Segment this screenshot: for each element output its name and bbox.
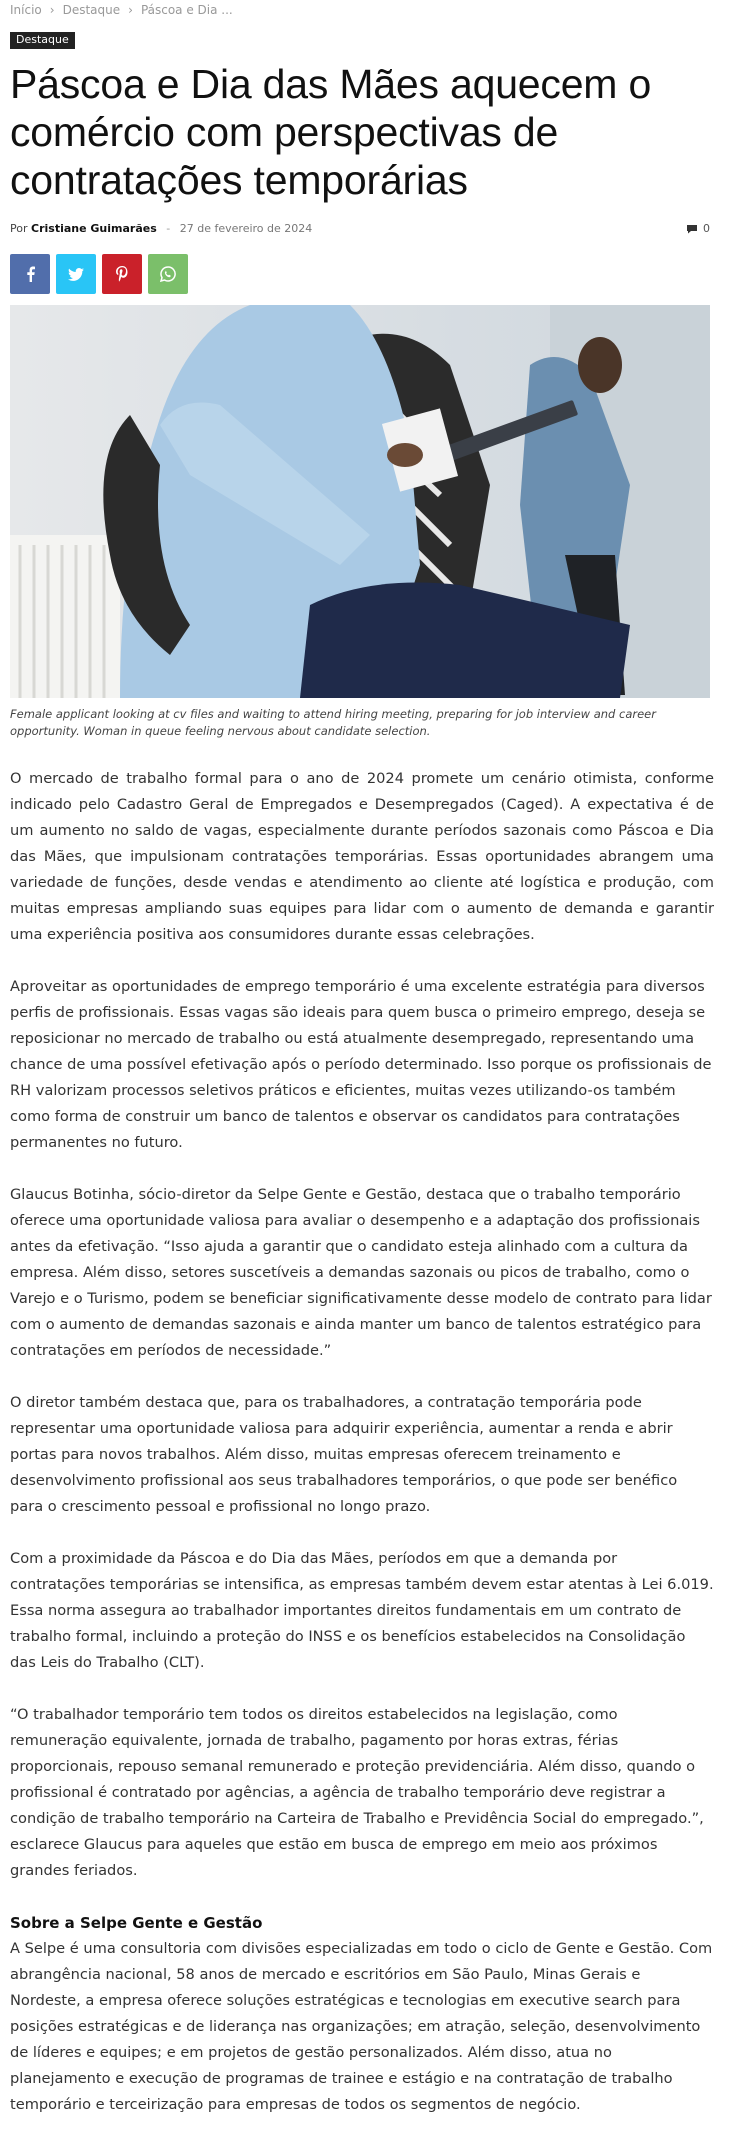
job-applicants-image <box>10 305 710 698</box>
pinterest-share-button[interactable] <box>102 254 142 294</box>
author-link[interactable]: Cristiane Guimarães <box>31 222 157 235</box>
article-paragraph-3: Glaucus Botinha, sócio-diretor da Selpe Gente e Gestão, destaca que o trabalho temporário oferece uma oportunidade valiosa para avaliar o desempenho e a adaptação dos profissionais antes da efetivação. “Isso ajuda a garantir que o candidato esteja alinhado com a cultura da empresa. Além disso, setores suscetíveis a demandas sazonais ou picos de trabalho, como o Varejo e o Turismo, podem se beneficiar significativamente desse modelo de contrato para lidar com o aumento de demandas sazonais e ainda manter um banco de talentos estratégico para contratações em períodos de necessidade.” <box>10 1186 712 1359</box>
breadcrumb-separator-icon: › <box>49 3 55 17</box>
article-photo <box>10 305 710 698</box>
facebook-icon <box>26 266 35 282</box>
comment-icon <box>686 224 698 234</box>
whatsapp-icon <box>160 266 176 282</box>
photo-caption: Female applicant looking at cv files and waiting to attend hiring meeting, preparing for job interview and career opportunity. Woman in queue feeling nervous about candidate selection. <box>10 707 656 738</box>
twitter-share-button[interactable] <box>56 254 96 294</box>
byline-prefix: Por <box>10 222 28 235</box>
about-heading: Sobre a Selpe Gente e Gestão <box>10 1914 263 1932</box>
article-paragraph-2: Aproveitar as oportunidades de emprego temporário é uma excelente estratégia para diversos perfis de profissionais. Essas vagas são ideais para quem busca o primeiro emprego, deseja se reposicionar no mercado de trabalho ou está atualmente desempregado, representando uma chance de uma possível efetivação após o período determinado. Isso porque os profissionais de RH valorizam processos seletivos práticos e eficientes, muitas vezes utilizando-os também como forma de construir um banco de talentos e observar os candidatos para contratações permanentes no futuro. <box>10 978 712 1151</box>
twitter-icon <box>68 268 84 281</box>
breadcrumb-current: Páscoa e Dia ... <box>140 3 233 17</box>
article-title: Páscoa e Dia das Mães aquecem o comércio com perspectivas de contratações temporárias <box>10 61 652 203</box>
breadcrumb-home[interactable]: Início <box>10 3 42 17</box>
article-paragraph-5: Com a proximidade da Páscoa e do Dia das Mães, períodos em que a demanda por contratações temporárias se intensifica, as empresas também devem estar atentas à Lei 6.019. Essa norma assegura ao trabalhador importantes direitos fundamentais em um contrato de trabalho formal, incluindo a proteção do INSS e os benefícios estabelecidos na Consolidação das Leis do Trabalho (CLT). <box>10 1550 714 1671</box>
breadcrumb-category[interactable]: Destaque <box>62 3 121 17</box>
article-paragraph-1: O mercado de trabalho formal para o ano de 2024 promete um cenário otimista, conforme indicado pelo Cadastro Geral de Empregados e Desempregados (Caged). A expectativa é de um aumento no saldo de vagas, especialmente durante períodos sazonais como Páscoa e Dia das Mães, que impulsionam contratações temporárias. Essas oportunidades abrangem uma variedade de funções, desde vendas e atendimento ao cliente até logística e produção, com muitas empresas ampliando suas equipes para lidar com o aumento de demanda e garantir uma experiência positiva aos consumidores durante essas celebrações. <box>10 770 714 943</box>
breadcrumb-separator-icon: › <box>128 3 133 17</box>
pinterest-icon <box>116 266 128 282</box>
about-paragraph: A Selpe é uma consultoria com divisões especializadas em todo o ciclo de Gente e Gestão. Com abrangência nacional, 58 anos de mercado e escritórios em São Paulo, Minas Gerais e Nordeste, a empresa oferece soluções estratégicas e tecnologias em executive search para posições estratégicas e de liderança nas organizações; em atração, seleção, desenvolvimento de líderes e equipes; e em projetos de gestão personalizados. Além disso, atua no planejamento e execução de programas de trainee e estágio e na contratação de trabalho temporário e terceirização para empresas de todos os segmentos de negócio. <box>10 1940 713 2113</box>
comments-count: 0 <box>703 222 710 235</box>
share-buttons <box>10 254 188 294</box>
publish-date: 27 de fevereiro de 2024 <box>179 222 313 235</box>
facebook-share-button[interactable] <box>10 254 50 294</box>
article-body <box>10 766 714 2118</box>
category-badge[interactable]: Destaque <box>10 32 75 49</box>
whatsapp-share-button[interactable] <box>148 254 188 294</box>
breadcrumb <box>10 3 233 17</box>
comments-link[interactable] <box>686 222 710 235</box>
article-meta <box>10 222 710 235</box>
meta-separator: - <box>166 222 171 235</box>
article-paragraph-6: “O trabalhador temporário tem todos os direitos estabelecidos na legislação, como remuneração equivalente, jornada de trabalho, pagamento por horas extras, férias proporcionais, repouso semanal remunerado e proteção previdenciária. Além disso, quando o profissional é contratado por agências, a agência de trabalho temporário deve registrar a condição de trabalho temporário na Carteira de Trabalho e Previdência Social do empregado.”, esclarece Glaucus para aqueles que estão em busca de emprego em meio aos próximos grandes feriados. <box>10 1706 704 1879</box>
article-paragraph-4: O diretor também destaca que, para os trabalhadores, a contratação temporária pode representar uma oportunidade valiosa para adquirir experiência, aumentar a renda e abrir portas para novos trabalhos. Além disso, muitas empresas oferecem treinamento e desenvolvimento profissional aos seus trabalhadores temporários, o que pode ser benéfico para o crescimento pessoal e profissional no longo prazo. <box>10 1394 678 1515</box>
